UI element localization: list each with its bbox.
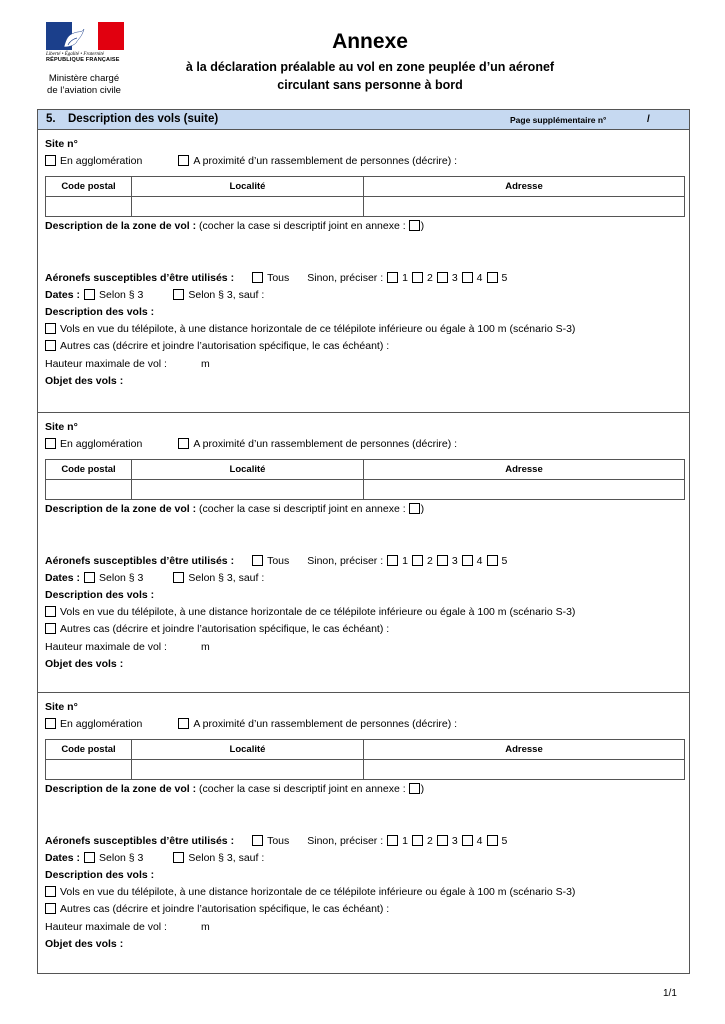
sinon-label: Sinon, préciser : <box>307 555 384 567</box>
page-title: Annexe <box>332 30 408 53</box>
address-cell[interactable] <box>364 760 685 780</box>
address-table-row <box>46 197 685 217</box>
flight-zone-note: (cocher la case si descriptif joint en annexe : <box>196 220 409 232</box>
selon-label: Selon § 3 <box>99 289 144 301</box>
aircraft-2-checkbox[interactable] <box>412 272 423 283</box>
other-cases-checkbox[interactable] <box>45 623 56 634</box>
locality-cell[interactable] <box>132 480 364 500</box>
locality-cell[interactable] <box>132 760 364 780</box>
flight-zone-label: Description de la zone de vol : <box>45 783 197 795</box>
flight-zone-note: (cocher la case si descriptif joint en annexe : <box>196 783 409 795</box>
other-cases-label: Autres cas (décrire et joindre l’autorisation spécifique, le cas échéant) : <box>60 623 390 635</box>
aircraft-4-checkbox[interactable] <box>462 835 473 846</box>
aircraft-line: Aéronefs susceptibles d’être utilisés : Tous Sinon, préciser : 1 2 3 4 5 <box>45 272 508 284</box>
aircraft-4-checkbox[interactable] <box>462 272 473 283</box>
address-table-header <box>46 177 685 197</box>
dates-label: Dates : <box>45 572 81 584</box>
site-number-label: Site n° <box>45 421 78 433</box>
flights-description-label: Description des vols : <box>45 589 155 601</box>
visual-flight-option <box>45 886 575 898</box>
ministry-name: Ministère chargé de l’aviation civile <box>47 73 121 96</box>
address-header: Adresse <box>364 460 685 480</box>
aircraft-3-checkbox[interactable] <box>437 555 448 566</box>
proximity-checkbox[interactable] <box>178 718 189 729</box>
visual-flight-label: Vols en vue du télépilote, à une distance horizontale de ce télépilote inférieure ou égale à 100 m (scénario S-3) <box>60 606 576 618</box>
selon-checkbox[interactable] <box>84 289 95 300</box>
agglomeration-checkbox[interactable] <box>45 155 56 166</box>
aircraft-label: Aéronefs susceptibles d’être utilisés : <box>45 835 235 847</box>
proximity-label: A proximité d’un rassemblement de personnes (décrire) : <box>193 718 458 730</box>
other-cases-option <box>45 340 389 352</box>
locality-cell[interactable] <box>132 197 364 217</box>
other-cases-option <box>45 623 389 635</box>
aircraft-2-checkbox[interactable] <box>412 555 423 566</box>
dates-label: Dates : <box>45 852 81 864</box>
sinon-label: Sinon, préciser : <box>307 835 384 847</box>
selon-sauf-checkbox[interactable] <box>173 852 184 863</box>
section-header <box>37 109 690 130</box>
aircraft-label: Aéronefs susceptibles d’être utilisés : <box>45 272 235 284</box>
flight-zone-label: Description de la zone de vol : <box>45 220 197 232</box>
dates-line <box>45 852 264 864</box>
proximity-label: A proximité d’un rassemblement de personnes (décrire) : <box>193 155 458 167</box>
selon-label: Selon § 3 <box>99 572 144 584</box>
dates-line <box>45 289 264 301</box>
other-cases-checkbox[interactable] <box>45 340 56 351</box>
locality-header: Localité <box>132 460 364 480</box>
tous-checkbox[interactable] <box>252 555 263 566</box>
aircraft-4-checkbox[interactable] <box>462 555 473 566</box>
address-header: Adresse <box>364 740 685 760</box>
location-options <box>45 155 457 167</box>
site-block <box>37 693 690 974</box>
page-subtitle: à la déclaration préalable au vol en zone peuplée d’un aéronef circulant sans personne à bord <box>185 60 555 92</box>
proximity-checkbox[interactable] <box>178 438 189 449</box>
flight-zone-line: Description de la zone de vol : (cocher la case si descriptif joint en annexe : ) <box>45 503 425 515</box>
visual-flight-option <box>45 606 575 618</box>
tous-checkbox[interactable] <box>252 835 263 846</box>
aircraft-1-checkbox[interactable] <box>387 835 398 846</box>
tous-label: Tous <box>267 835 290 847</box>
address-table-row <box>46 760 685 780</box>
other-cases-label: Autres cas (décrire et joindre l’autorisation spécifique, le cas échéant) : <box>60 340 390 352</box>
max-height-label: Hauteur maximale de vol : <box>45 921 167 933</box>
location-options <box>45 718 457 730</box>
max-height-line <box>45 921 210 933</box>
dates-line <box>45 572 264 584</box>
address-cell[interactable] <box>364 480 685 500</box>
address-header: Adresse <box>364 177 685 197</box>
aircraft-5-checkbox[interactable] <box>487 835 498 846</box>
aircraft-5-checkbox[interactable] <box>487 555 498 566</box>
max-height-line <box>45 641 210 653</box>
tous-label: Tous <box>267 272 290 284</box>
flights-description-label: Description des vols : <box>45 869 155 881</box>
tous-label: Tous <box>267 555 290 567</box>
aircraft-2-checkbox[interactable] <box>412 835 423 846</box>
supplementary-page-label: Page supplémentaire n° <box>510 115 607 125</box>
flights-purpose-label: Objet des vols : <box>45 658 124 670</box>
site-block <box>37 413 690 693</box>
republic-motto: Liberté • Égalité • Fraternité <box>46 52 104 57</box>
address-table-row <box>46 480 685 500</box>
selon-checkbox[interactable] <box>84 852 95 863</box>
selon-sauf-label: Selon § 3, sauf : <box>188 852 265 864</box>
max-height-label: Hauteur maximale de vol : <box>45 358 167 370</box>
location-options <box>45 438 457 450</box>
postal-code-header: Code postal <box>46 740 132 760</box>
tous-checkbox[interactable] <box>252 272 263 283</box>
flight-zone-line: Description de la zone de vol : (cocher la case si descriptif joint en annexe : ) <box>45 783 425 795</box>
postal-code-cell[interactable] <box>46 480 132 500</box>
visual-flight-checkbox[interactable] <box>45 886 56 897</box>
selon-label: Selon § 3 <box>99 852 144 864</box>
address-table <box>45 176 685 217</box>
site-number-label: Site n° <box>45 701 78 713</box>
agglomeration-checkbox[interactable] <box>45 718 56 729</box>
aircraft-line: Aéronefs susceptibles d’être utilisés : Tous Sinon, préciser : 1 2 3 4 5 <box>45 835 508 847</box>
proximity-checkbox[interactable] <box>178 155 189 166</box>
republic-logo <box>46 22 126 63</box>
other-cases-option <box>45 903 389 915</box>
height-unit: m <box>200 641 210 653</box>
postal-code-header: Code postal <box>46 460 132 480</box>
page-separator: / <box>647 114 650 125</box>
postal-code-header: Code postal <box>46 177 132 197</box>
marianne-flag-icon <box>46 22 124 50</box>
agglomeration-label: En agglomération <box>60 438 143 450</box>
site-number-label: Site n° <box>45 138 78 150</box>
flight-zone-line: Description de la zone de vol : (cocher la case si descriptif joint en annexe : ) <box>45 220 425 232</box>
aircraft-3-checkbox[interactable] <box>437 272 448 283</box>
flights-purpose-label: Objet des vols : <box>45 375 124 387</box>
selon-sauf-checkbox[interactable] <box>173 289 184 300</box>
flights-description-label: Description des vols : <box>45 306 155 318</box>
zone-annex-checkbox[interactable] <box>409 503 420 514</box>
other-cases-checkbox[interactable] <box>45 903 56 914</box>
selon-sauf-label: Selon § 3, sauf : <box>188 572 265 584</box>
visual-flight-label: Vols en vue du télépilote, à une distance horizontale de ce télépilote inférieure ou égale à 100 m (scénario S-3) <box>60 323 576 335</box>
section-number: 5. <box>46 113 56 125</box>
flight-zone-note: (cocher la case si descriptif joint en annexe : <box>196 503 409 515</box>
locality-header: Localité <box>132 740 364 760</box>
postal-code-cell[interactable] <box>46 197 132 217</box>
flight-zone-label: Description de la zone de vol : <box>45 503 197 515</box>
proximity-label: A proximité d’un rassemblement de personnes (décrire) : <box>193 438 458 450</box>
section-title: Description des vols (suite) <box>68 113 219 125</box>
address-table-header <box>46 740 685 760</box>
address-table <box>45 459 685 500</box>
agglomeration-label: En agglomération <box>60 155 143 167</box>
sinon-label: Sinon, préciser : <box>307 272 384 284</box>
visual-flight-option <box>45 323 575 335</box>
address-cell[interactable] <box>364 197 685 217</box>
other-cases-label: Autres cas (décrire et joindre l’autorisation spécifique, le cas échéant) : <box>60 903 390 915</box>
selon-sauf-checkbox[interactable] <box>173 572 184 583</box>
height-unit: m <box>200 921 210 933</box>
aircraft-1-checkbox[interactable] <box>387 555 398 566</box>
marianne-profile-icon <box>60 25 88 49</box>
aircraft-1-checkbox[interactable] <box>387 272 398 283</box>
height-unit: m <box>200 358 210 370</box>
max-height-line <box>45 358 210 370</box>
locality-header: Localité <box>132 177 364 197</box>
zone-annex-checkbox[interactable] <box>409 783 420 794</box>
address-table-header <box>46 460 685 480</box>
agglomeration-checkbox[interactable] <box>45 438 56 449</box>
selon-checkbox[interactable] <box>84 572 95 583</box>
republic-name: RÉPUBLIQUE FRANÇAISE <box>46 57 120 63</box>
dates-label: Dates : <box>45 289 81 301</box>
max-height-label: Hauteur maximale de vol : <box>45 641 167 653</box>
page-number: 1/1 <box>663 988 677 999</box>
agglomeration-label: En agglomération <box>60 718 143 730</box>
postal-code-cell[interactable] <box>46 760 132 780</box>
aircraft-line: Aéronefs susceptibles d’être utilisés : Tous Sinon, préciser : 1 2 3 4 5 <box>45 555 508 567</box>
address-table <box>45 739 685 780</box>
selon-sauf-label: Selon § 3, sauf : <box>188 289 265 301</box>
aircraft-3-checkbox[interactable] <box>437 835 448 846</box>
zone-annex-checkbox[interactable] <box>409 220 420 231</box>
aircraft-5-checkbox[interactable] <box>487 272 498 283</box>
site-block <box>37 130 690 413</box>
flights-purpose-label: Objet des vols : <box>45 938 124 950</box>
visual-flight-label: Vols en vue du télépilote, à une distance horizontale de ce télépilote inférieure ou égale à 100 m (scénario S-3) <box>60 886 576 898</box>
visual-flight-checkbox[interactable] <box>45 606 56 617</box>
visual-flight-checkbox[interactable] <box>45 323 56 334</box>
aircraft-label: Aéronefs susceptibles d’être utilisés : <box>45 555 235 567</box>
